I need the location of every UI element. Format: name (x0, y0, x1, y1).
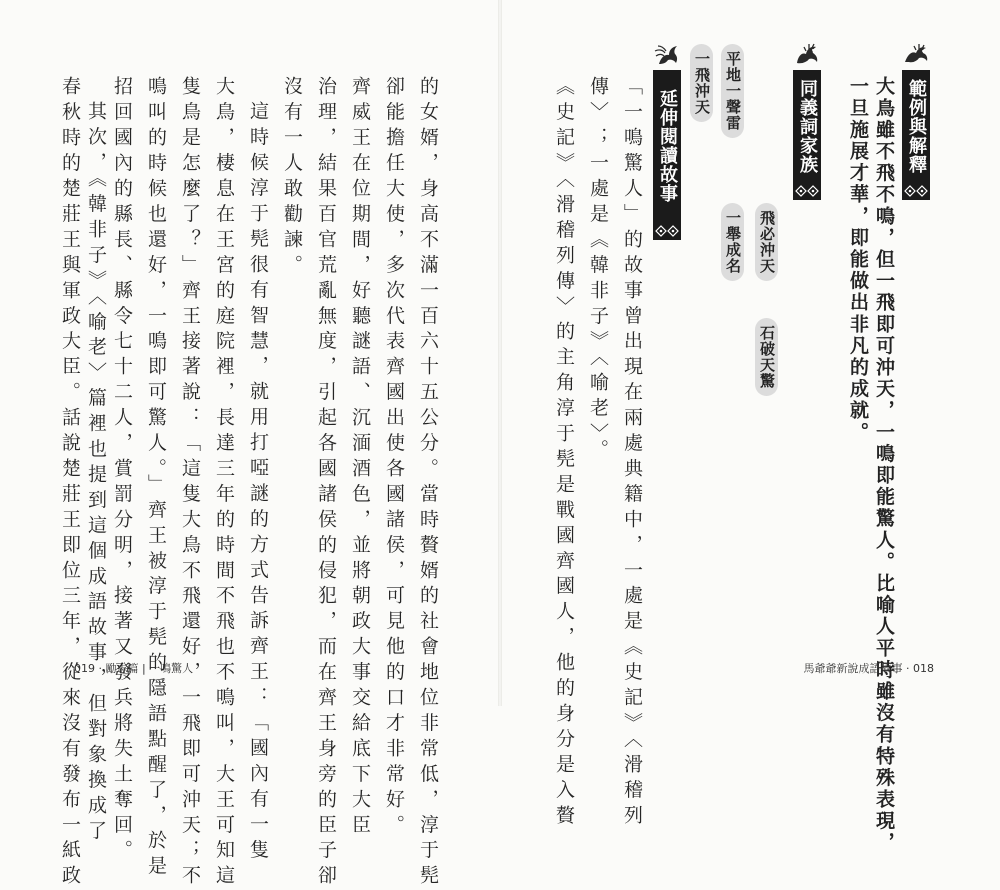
left-body-line: 招回國內的縣長、縣令七十二人，賞罰分明，接著又發兵將失土奪回。 (111, 76, 133, 865)
synonym-chip: 一舉成名 (721, 203, 744, 281)
left-body-line: 沒有一人敢勸諫。 (281, 76, 303, 280)
example-section-header (902, 42, 930, 202)
story-line-2: 傳〉；一處是《韓非子》〈喻老〉。 (587, 76, 609, 465)
left-body-line: 其次，《韓非子》〈喻老〉篇裡也提到這個成語故事，但對象換成了 (85, 101, 107, 846)
pattern-ornament-icon (902, 182, 930, 200)
left-body-line: 隻鳥是怎麼了？」齊王接著說：「這隻大鳥不飛還好，一飛即可沖天；不 (179, 76, 201, 890)
synonym-chip: 平地一聲雷 (721, 44, 744, 138)
pattern-ornament-icon (793, 182, 821, 200)
dragon-ornament-icon (902, 42, 930, 66)
pattern-ornament-icon (653, 222, 681, 240)
left-page-footer: 019 · 勵志篇 | 一鳴驚人 (74, 662, 194, 675)
story-line-1: 「一鳴驚人」的故事曾出現在兩處典籍中，一處是《史記》〈滑稽列 (621, 76, 643, 830)
left-body-line: 大鳥，棲息在王宮的庭院裡，長達三年的時間不飛也不鳴叫，大王可知這 (213, 76, 235, 890)
story-section-header (653, 42, 681, 242)
left-body-line: 這時候淳于髡很有智慧，就用打啞謎的方式告訴齊王：「國內有一隻 (247, 101, 269, 865)
right-page-footer: 馬爺爺新說成語故事 · 018 (803, 662, 934, 675)
left-body-line: 齊威王在位期間，好聽謎語、沉湎酒色，並將朝政大事交給底下大臣 (349, 76, 371, 840)
example-section-heading: 範例與解釋 (902, 70, 930, 182)
dragon-ornament-icon (793, 42, 821, 66)
left-body-line: 治理，結果百官荒亂無度，引起各國諸侯的侵犯，而在齊王身旁的臣子卻 (315, 76, 337, 890)
definition-line-2: 一旦施展才華，即能做出非凡的成就。 (847, 76, 869, 444)
left-body-line: 卻能擔任大使，多次代表齊國出使各國諸侯，可見他的口才非常好。 (383, 76, 405, 840)
definition-line-1: 大鳥雖不飛不鳴，但一飛即可沖天，一鳴即能驚人。比喻人平時雖沒有特殊表現， (873, 76, 895, 854)
story-section-heading: 延伸閱讀故事 (653, 70, 681, 222)
left-body-line: 的女婿，身高不滿一百六十五公分。當時贅婿的社會地位非常低，淳于髡 (417, 76, 439, 890)
synonym-chip: 一飛沖天 (690, 44, 713, 122)
synonym-section-header (793, 42, 821, 202)
synonym-chip: 石破天驚 (755, 318, 778, 396)
synonym-chip: 飛必沖天 (755, 203, 778, 281)
phoenix-ornament-icon (653, 42, 681, 66)
story-line-3: 《史記》〈滑稽列傳〉的主角淳于髡是戰國齊國人，他的身分是入贅 (553, 76, 575, 830)
synonym-section-heading: 同義詞家族 (793, 70, 821, 182)
left-body-line: 春秋時的楚莊王與軍政大臣。話說楚莊王即位三年，從來沒有發布一紙政 (59, 76, 81, 890)
left-body-line: 鳴叫的時候也還好，一鳴即可驚人。」齊王被淳于髡的隱語點醒了，於是 (145, 76, 167, 881)
page-gutter (498, 0, 502, 706)
